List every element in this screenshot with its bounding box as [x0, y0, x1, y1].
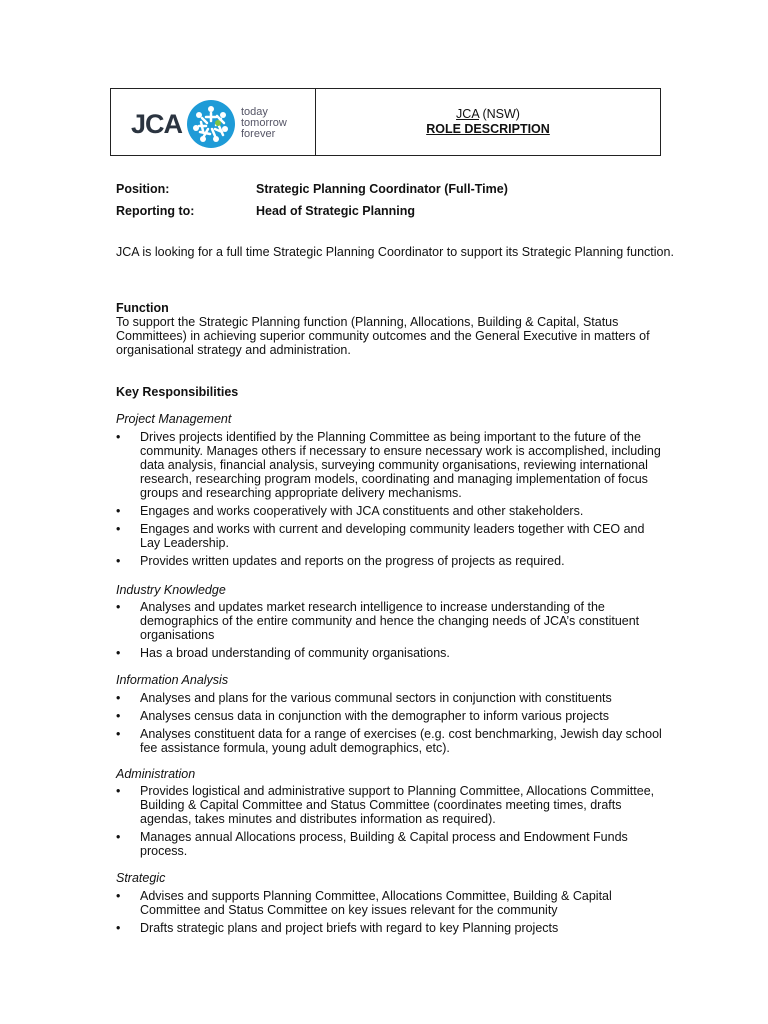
logo-tagline	[241, 107, 287, 140]
function-heading: Function	[116, 301, 169, 315]
function-paragraph: To support the Strategic Planning function (Planning, Allocations, Building & Capital, Status Committees) in achieving superior community outcomes and the General Executive in matters of organisational strategy and administration.	[116, 315, 650, 357]
tagline-line: tomorrow	[241, 117, 287, 129]
title-cell	[316, 89, 660, 155]
list-item: • Analyses and plans for the various communal sectors in conjunction with constituents	[116, 691, 668, 705]
tagline-line: today	[241, 106, 268, 118]
section-title: Information Analysis	[116, 673, 229, 687]
bullet-list	[116, 600, 668, 664]
section-title: Industry Knowledge	[116, 583, 226, 597]
list-item: • Drafts strategic plans and project briefs with regard to key Planning projects	[116, 921, 668, 935]
doc-title: ROLE DESCRIPTION	[426, 122, 550, 136]
key-responsibilities-heading: Key Responsibilities	[116, 385, 239, 399]
position-row	[116, 182, 508, 196]
tagline-line: forever	[241, 128, 276, 140]
section-title: Administration	[116, 767, 196, 781]
list-item: • Advises and supports Planning Committee, Allocations Committee, Building & Capital Committee and Status Committee on key issues relevant for the community	[116, 889, 668, 917]
position-value: Strategic Planning Coordinator (Full-Time)	[256, 182, 508, 196]
list-item: • Manages annual Allocations process, Building & Capital process and Endowment Funds process.	[116, 830, 668, 858]
list-item: • Engages and works cooperatively with JCA constituents and other stakeholders.	[116, 504, 668, 518]
bullet-list	[116, 889, 668, 939]
logo-wordmark: JCA	[131, 109, 183, 139]
reporting-label: Reporting to:	[116, 204, 195, 218]
header-table	[110, 88, 661, 156]
list-item: • Analyses and updates market research intelligence to increase understanding of the demographics of the entire community and hence the changing needs of JCA’s constituent organisations	[116, 600, 668, 642]
list-item: • Has a broad understanding of community organisations.	[116, 646, 668, 660]
reporting-row	[116, 204, 416, 218]
jca-logo-icon	[186, 99, 236, 149]
doc-org: JCA (NSW)	[456, 107, 520, 121]
section-title: Strategic	[116, 871, 166, 885]
list-item: • Analyses census data in conjunction with the demographer to inform various projects	[116, 709, 668, 723]
bullet-list	[116, 784, 668, 862]
bullet-list	[116, 691, 668, 759]
bullet-list	[116, 430, 668, 572]
list-item: • Engages and works with current and developing community leaders together with CEO and Lay Leadership.	[116, 522, 668, 550]
intro-paragraph: JCA is looking for a full time Strategic Planning Coordinator to support its Strategic Planning function.	[116, 245, 674, 259]
reporting-value: Head of Strategic Planning	[256, 204, 416, 218]
list-item: • Provides logistical and administrative support to Planning Committee, Allocations Committee, Building & Capital Committee and Status Committee (coordinates meeting times, drafts agendas, takes minutes and distributes information as required).	[116, 784, 668, 826]
list-item: • Analyses constituent data for a range of exercises (e.g. cost benchmarking, Jewish day school fee assistance formula, young adult demographics, etc).	[116, 727, 668, 755]
section-title: Project Management	[116, 412, 232, 426]
logo-cell	[111, 89, 316, 155]
position-label: Position:	[116, 182, 170, 196]
list-item: • Provides written updates and reports on the progress of projects as required.	[116, 554, 668, 568]
list-item: • Drives projects identified by the Planning Committee as being important to the future of the community. Manages others if necessary to ensure necessary work is accomplished, including data analysis, financial analysis, surveying community organisations, reviewing international research, researching program models, coordinating and managing implementation of focus groups and researching appropriate delivery mechanisms.	[116, 430, 668, 500]
